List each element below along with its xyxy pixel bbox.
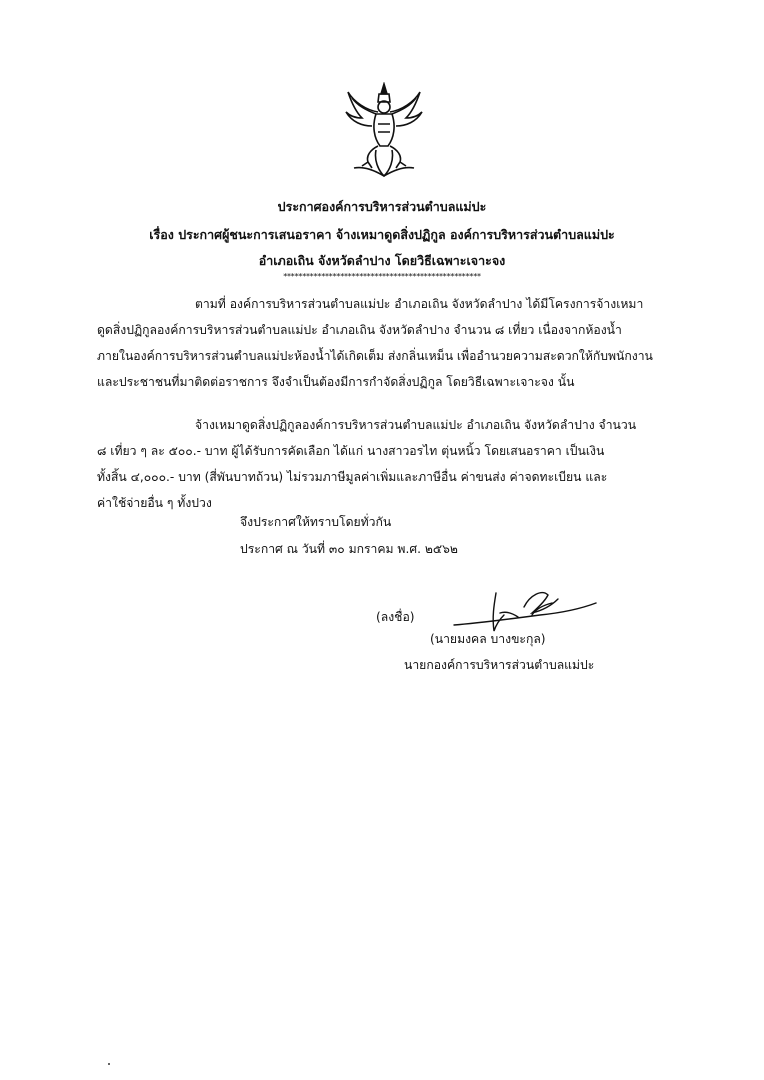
signatory-name: (นายมงคล บางขะกุล) (430, 632, 546, 646)
paragraph2-line1: จ้างเหมาดูดสิ่งปฏิกูลองค์การบริหารส่วนตำบลแม่ปะ อำเภอเถิน จังหวัดลำปาง จำนวน (195, 418, 637, 432)
announcement-subject: เรื่อง ประกาศผู้ชนะการเสนอราคา จ้างเหมาดูดสิ่งปฏิกูล องค์การบริหารส่วนตำบลแม่ปะ (149, 227, 615, 242)
paragraph1-line2: ดูดสิ่งปฏิกูลองค์การบริหารส่วนตำบลแม่ปะ อำเภอเถิน จังหวัดลำปาง จำนวน ๘ เที่ยว เนื่องจากห้องน้ำ (97, 323, 622, 337)
separator-stars: **************************************************** (283, 272, 481, 281)
signatory-position: นายกองค์การบริหารส่วนตำบลแม่ปะ (404, 658, 595, 672)
announcement-title: ประกาศองค์การบริหารส่วนตำบลแม่ปะ (277, 199, 487, 214)
paragraph2-line2: ๘ เที่ยว ๆ ละ ๕๐๐.- บาท ผู้ได้รับการคัดเลือก ได้แก่ นางสาวอรไท ตุ่นหนิ้ว โดยเสนอราคา เป็นเงิน (97, 444, 605, 458)
announcement-subject-continued: อำเภอเถิน จังหวัดลำปาง โดยวิธีเฉพาะเจาะจง (258, 253, 506, 268)
signature-label: (ลงชื่อ) (376, 610, 415, 624)
paragraph1-line4: และประชาชนที่มาติดต่อราชการ จึงจำเป็นต้องมีการกำจัดสิ่งปฏิกูล โดยวิธีเฉพาะเจาะจง นั้น (97, 375, 575, 389)
paragraph2-line3: ทั้งสิ้น ๔,๐๐๐.- บาท (สี่พันบาทถ้วน) ไม่รวมภาษีมูลค่าเพิ่มและภาษีอื่น ค่าขนส่ง ค่าจดทะเบียน และ (97, 470, 608, 484)
scan-speck (108, 1063, 110, 1065)
announcement-date: ประกาศ ณ วันที่ ๓๐ มกราคม พ.ศ. ๒๕๖๒ (240, 542, 458, 556)
closing-notice: จึงประกาศให้ทราบโดยทั่วกัน (240, 515, 392, 529)
paragraph1-line3: ภายในองค์การบริหารส่วนตำบลแม่ปะห้องน้ำได้เกิดเต็ม ส่งกลิ่นเหม็น เพื่ออำนวยความสะดวกให้กับพนักงาน (97, 349, 653, 363)
paragraph1-line1: ตามที่ องค์การบริหารส่วนตำบลแม่ปะ อำเภอเถิน จังหวัดลำปาง ได้มีโครงการจ้างเหมา (195, 297, 644, 311)
paragraph2-line4: ค่าใช้จ่ายอื่น ๆ ทั้งปวง (97, 496, 212, 510)
garuda-emblem-icon (344, 82, 424, 178)
